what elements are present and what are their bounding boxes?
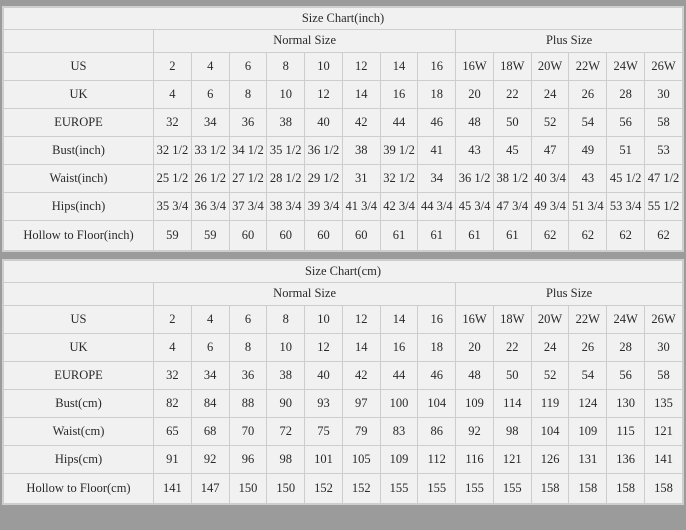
table-cell: 88 [229,390,267,418]
table-cell: 34 [191,362,229,390]
table-cell: 141 [154,474,192,504]
table-cell: 30 [644,334,682,362]
table-group-row [4,30,683,53]
table-cell: 98 [267,446,305,474]
table-cell: 68 [191,418,229,446]
table-row [4,53,683,81]
table-cell: 33 1/2 [191,137,229,165]
table-cell: 141 [644,446,682,474]
table-cell: 29 1/2 [305,165,343,193]
table-cell: 34 1/2 [229,137,267,165]
table-cell: 158 [607,474,645,504]
table-cell: 39 1/2 [380,137,418,165]
table-cell: 70 [229,418,267,446]
row-label: EUROPE [4,362,154,390]
table-cell: 61 [493,221,531,251]
table-cell: 158 [569,474,607,504]
table-cell: 55 1/2 [645,193,683,221]
table-cell: 114 [493,390,531,418]
group-plus-size: Plus Size [456,30,683,53]
table-cell: 43 [456,137,494,165]
table-cell: 26W [644,306,682,334]
table-cell: 52 [531,109,569,137]
table-cell: 54 [569,109,607,137]
table-cell: 109 [456,390,494,418]
table-cell: 54 [569,362,607,390]
table-cell: 51 [607,137,645,165]
table-cell: 59 [154,221,192,251]
table-cell: 14 [342,334,380,362]
table-cell: 27 1/2 [229,165,267,193]
table-cell: 92 [456,418,494,446]
table-row [4,362,683,390]
table-cell: 62 [531,221,569,251]
table-cell: 45 3/4 [456,193,494,221]
table-cell: 130 [607,390,645,418]
table-row [4,165,683,193]
table-cell: 52 [531,362,569,390]
table-cell: 121 [644,418,682,446]
table-cell: 44 3/4 [418,193,456,221]
table-cell: 2 [154,53,192,81]
table-cell: 155 [493,474,531,504]
table-cell: 38 [267,362,305,390]
table-cell: 97 [342,390,380,418]
table-cell: 48 [456,362,494,390]
table-cell: 109 [380,446,418,474]
table-cell: 12 [342,306,380,334]
row-label: Hips(cm) [4,446,154,474]
table-cell: 150 [267,474,305,504]
table-cell: 26 1/2 [191,165,229,193]
table-cell: 35 1/2 [267,137,305,165]
table-cell: 32 [154,362,192,390]
table-cell: 44 [380,109,418,137]
table-cell: 38 [267,109,305,137]
table-cell: 158 [644,474,682,504]
table-cell: 45 [493,137,531,165]
row-label: Hips(inch) [4,193,154,221]
table-group-row [4,283,683,306]
table-cell: 152 [305,474,343,504]
table-cell: 4 [191,53,229,81]
table-cell: 60 [305,221,343,251]
table-cell: 51 3/4 [569,193,607,221]
table-cell: 75 [305,418,343,446]
table-cell: 16W [456,53,494,81]
table-cell: 16 [418,53,456,81]
table-cell: 32 1/2 [380,165,418,193]
table-row [4,193,683,221]
table-cell: 36 1/2 [305,137,343,165]
table-cell: 121 [493,446,531,474]
table-row [4,446,683,474]
table-cell: 16 [380,81,418,109]
table-cell: 22 [493,334,531,362]
table-cell: 24 [531,334,569,362]
table-cell: 126 [531,446,569,474]
group-normal-size: Normal Size [154,283,456,306]
table-cell: 18W [493,306,531,334]
table-cell: 30 [645,81,683,109]
table-cell: 20W [531,53,569,81]
table-cell: 41 [418,137,456,165]
row-label: Waist(inch) [4,165,154,193]
table-cell: 61 [418,221,456,251]
table-cell: 92 [191,446,229,474]
table-cell: 155 [456,474,494,504]
table-cell: 131 [569,446,607,474]
table-cell: 36 [229,109,267,137]
table-cell: 58 [644,362,682,390]
group-empty [4,283,154,306]
table-cell: 20W [531,306,569,334]
table-cell: 40 [305,109,343,137]
table-cell: 86 [418,418,456,446]
row-label: US [4,53,154,81]
table-cell: 60 [342,221,380,251]
table-cell: 12 [305,334,343,362]
table-cell: 105 [342,446,380,474]
group-normal-size: Normal Size [154,30,456,53]
table-cell: 6 [229,53,267,81]
table-cell: 8 [267,53,305,81]
row-label: Hollow to Floor(inch) [4,221,154,251]
row-label: Bust(inch) [4,137,154,165]
table-cell: 91 [154,446,192,474]
table-cell: 62 [645,221,683,251]
size-chart-cm-table [3,260,683,504]
table-cell: 43 [569,165,607,193]
table-cell: 100 [380,390,418,418]
table-cell: 10 [267,334,305,362]
table-cell: 22W [569,306,607,334]
table-cell: 38 3/4 [267,193,305,221]
table-cell: 8 [229,81,267,109]
table-cell: 20 [456,334,494,362]
table-cell: 35 3/4 [154,193,192,221]
table-cell: 158 [531,474,569,504]
table-cell: 60 [267,221,305,251]
table-cell: 93 [305,390,343,418]
table-cell: 42 [342,362,380,390]
table-cell: 25 1/2 [154,165,192,193]
table-cell: 53 3/4 [607,193,645,221]
table-cell: 82 [154,390,192,418]
table-cell: 150 [229,474,267,504]
table-cell: 50 [493,109,531,137]
table-cell: 62 [569,221,607,251]
table-cell: 16W [456,306,494,334]
table-cell: 16 [418,306,456,334]
table-cell: 61 [380,221,418,251]
table-cell: 49 3/4 [531,193,569,221]
table-cell: 26W [645,53,683,81]
table-cell: 136 [607,446,645,474]
table-row [4,418,683,446]
table-cell: 38 1/2 [493,165,531,193]
table-cell: 53 [645,137,683,165]
table-cell: 47 3/4 [493,193,531,221]
table-cell: 98 [493,418,531,446]
table-cell: 10 [305,53,343,81]
table-cell: 12 [342,53,380,81]
table-cell: 59 [191,221,229,251]
table-cell: 14 [342,81,380,109]
table-cell: 90 [267,390,305,418]
table-cell: 18 [418,81,456,109]
table-cell: 34 [191,109,229,137]
table-row [4,306,683,334]
row-label: Waist(cm) [4,418,154,446]
table-row [4,109,683,137]
table-title-row [4,261,683,283]
table-cell: 26 [569,334,607,362]
table-cell: 58 [645,109,683,137]
table-cell: 42 [342,109,380,137]
table-cell: 147 [191,474,229,504]
table-cell: 46 [418,109,456,137]
table-cell: 124 [569,390,607,418]
table-cell: 47 [531,137,569,165]
table-title-row [4,8,683,30]
group-empty [4,30,154,53]
table-cell: 28 [607,81,645,109]
table-cell: 22 [493,81,531,109]
size-chart-cm-block [2,259,684,505]
size-chart-inch-block [2,6,684,252]
table-cell: 18W [493,53,531,81]
table-cell: 32 [154,109,192,137]
table-cell: 72 [267,418,305,446]
table-cell: 40 [305,362,343,390]
table-cell: 152 [342,474,380,504]
table-row [4,390,683,418]
table-cell: 8 [229,334,267,362]
table-row [4,137,683,165]
row-label: Bust(cm) [4,390,154,418]
table-cell: 112 [418,446,456,474]
table-cell: 61 [456,221,494,251]
table-cell: 65 [154,418,192,446]
table-cell: 135 [644,390,682,418]
table-cell: 16 [380,334,418,362]
table-cell: 96 [229,446,267,474]
row-label: UK [4,81,154,109]
table-cell: 38 [342,137,380,165]
table-cell: 37 3/4 [229,193,267,221]
table-cell: 14 [380,306,418,334]
table-cell: 24W [607,306,645,334]
table-cell: 45 1/2 [607,165,645,193]
table-cell: 6 [229,306,267,334]
table-cell: 6 [191,334,229,362]
table-cell: 60 [229,221,267,251]
chart-title: Size Chart(cm) [4,261,683,283]
table-row [4,81,683,109]
table-cell: 49 [569,137,607,165]
table-row [4,474,683,504]
table-cell: 104 [418,390,456,418]
row-label: US [4,306,154,334]
table-cell: 32 1/2 [154,137,192,165]
table-cell: 14 [380,53,418,81]
table-cell: 4 [154,334,192,362]
table-cell: 155 [380,474,418,504]
table-cell: 48 [456,109,494,137]
table-cell: 18 [418,334,456,362]
table-cell: 2 [154,306,192,334]
table-cell: 79 [342,418,380,446]
table-cell: 50 [493,362,531,390]
table-cell: 10 [267,81,305,109]
size-chart-inch-table [3,7,683,251]
table-cell: 6 [191,81,229,109]
table-cell: 4 [191,306,229,334]
table-cell: 56 [607,109,645,137]
table-cell: 36 3/4 [191,193,229,221]
table-cell: 36 1/2 [456,165,494,193]
row-label: EUROPE [4,109,154,137]
table-cell: 116 [456,446,494,474]
table-cell: 10 [305,306,343,334]
table-cell: 22W [569,53,607,81]
table-cell: 34 [418,165,456,193]
table-cell: 109 [569,418,607,446]
table-cell: 24W [607,53,645,81]
table-row [4,334,683,362]
table-cell: 36 [229,362,267,390]
table-cell: 83 [380,418,418,446]
table-cell: 12 [305,81,343,109]
table-cell: 28 1/2 [267,165,305,193]
table-cell: 24 [531,81,569,109]
table-cell: 42 3/4 [380,193,418,221]
table-cell: 155 [418,474,456,504]
table-cell: 40 3/4 [531,165,569,193]
table-cell: 47 1/2 [645,165,683,193]
table-cell: 46 [418,362,456,390]
table-cell: 31 [342,165,380,193]
table-row [4,221,683,251]
row-label: UK [4,334,154,362]
table-cell: 8 [267,306,305,334]
row-label: Hollow to Floor(cm) [4,474,154,504]
table-cell: 44 [380,362,418,390]
table-cell: 115 [607,418,645,446]
table-cell: 101 [305,446,343,474]
table-cell: 119 [531,390,569,418]
chart-title: Size Chart(inch) [4,8,683,30]
table-cell: 39 3/4 [305,193,343,221]
table-cell: 26 [569,81,607,109]
table-cell: 62 [607,221,645,251]
table-cell: 20 [456,81,494,109]
table-cell: 28 [607,334,645,362]
table-cell: 56 [607,362,645,390]
table-cell: 41 3/4 [342,193,380,221]
table-cell: 4 [154,81,192,109]
table-cell: 84 [191,390,229,418]
group-plus-size: Plus Size [456,283,683,306]
table-cell: 104 [531,418,569,446]
